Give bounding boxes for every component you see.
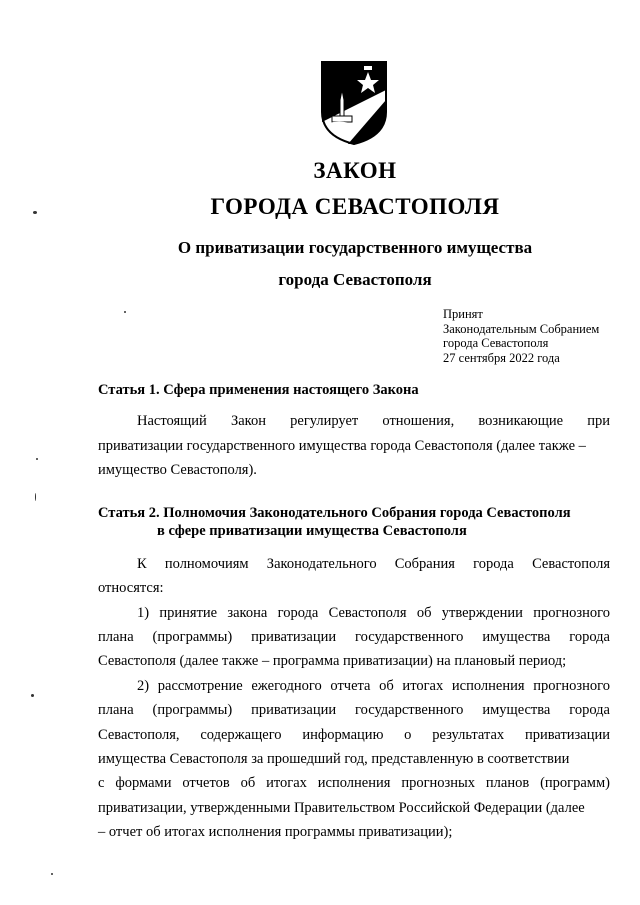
article2-text-line: Севастополя (далее также – программа приватизации) на плановый период; [98, 653, 567, 669]
scan-speck [36, 458, 38, 460]
article2-text-line: относятся: [98, 580, 164, 596]
article2-text-line: плана (программы) приватизации государственного имущества города [98, 702, 610, 718]
law-subtitle-line2: города Севастополя [278, 270, 432, 289]
adoption-note [443, 307, 599, 365]
scan-speck [51, 873, 53, 875]
sevastopol-coat-of-arms-icon [318, 60, 390, 146]
article2-text-line: Севастополя, содержащего информацию о результатах приватизации [98, 727, 610, 743]
adoption-line: Принят [443, 307, 483, 321]
scan-speck [31, 694, 34, 697]
adoption-date: 27 сентября 2022 года [443, 350, 560, 365]
article2-text-line: с формами отчетов об итогах исполнения прогнозных планов (программ) [98, 775, 610, 791]
law-city-title: ГОРОДА СЕВАСТОПОЛЯ [210, 194, 500, 219]
law-subtitle-line1: О приватизации государственного имущества [177, 238, 533, 257]
article2-heading: Статья 2. Полномочия Законодательного Собрания города Севастополя [98, 505, 571, 521]
law-title: ЗАКОН [313, 158, 397, 183]
adoption-line: Законодательным Собранием [443, 321, 600, 336]
article2-text-line: 1) принятие закона города Севастополя об утверждении прогнозного [137, 605, 610, 621]
article2-text-line: 2) рассмотрение ежегодного отчета об итогах исполнения прогнозного [137, 678, 610, 694]
article2-text-line: приватизации, утвержденными Правительством Российской Федерации (далее [98, 800, 585, 816]
article2-text-line: – отчет об итогах исполнения программы приватизации); [98, 824, 453, 840]
article1-text-line: приватизации государственного имущества города Севастополя (далее также – [98, 438, 586, 454]
scan-speck [33, 211, 37, 214]
scan-speck [35, 493, 36, 501]
article1-text-line: имущество Севастополя). [98, 462, 257, 478]
article2-text-line: К полномочиям Законодательного Собрания города Севастополя [137, 556, 610, 572]
article2-text-line: имущества Севастополя за прошедший год, представленную в соответствии [98, 751, 570, 767]
article1-text-line: Настоящий Закон регулирует отношения, возникающие при [137, 413, 610, 429]
adoption-line: города Севастополя [443, 336, 549, 351]
article1-heading: Статья 1. Сфера применения настоящего Закона [98, 382, 419, 398]
article2-text-line: плана (программы) приватизации государственного имущества города [98, 629, 610, 645]
article2-heading-line2: в сфере приватизации имущества Севастополя [157, 523, 467, 539]
scan-speck [124, 311, 126, 313]
